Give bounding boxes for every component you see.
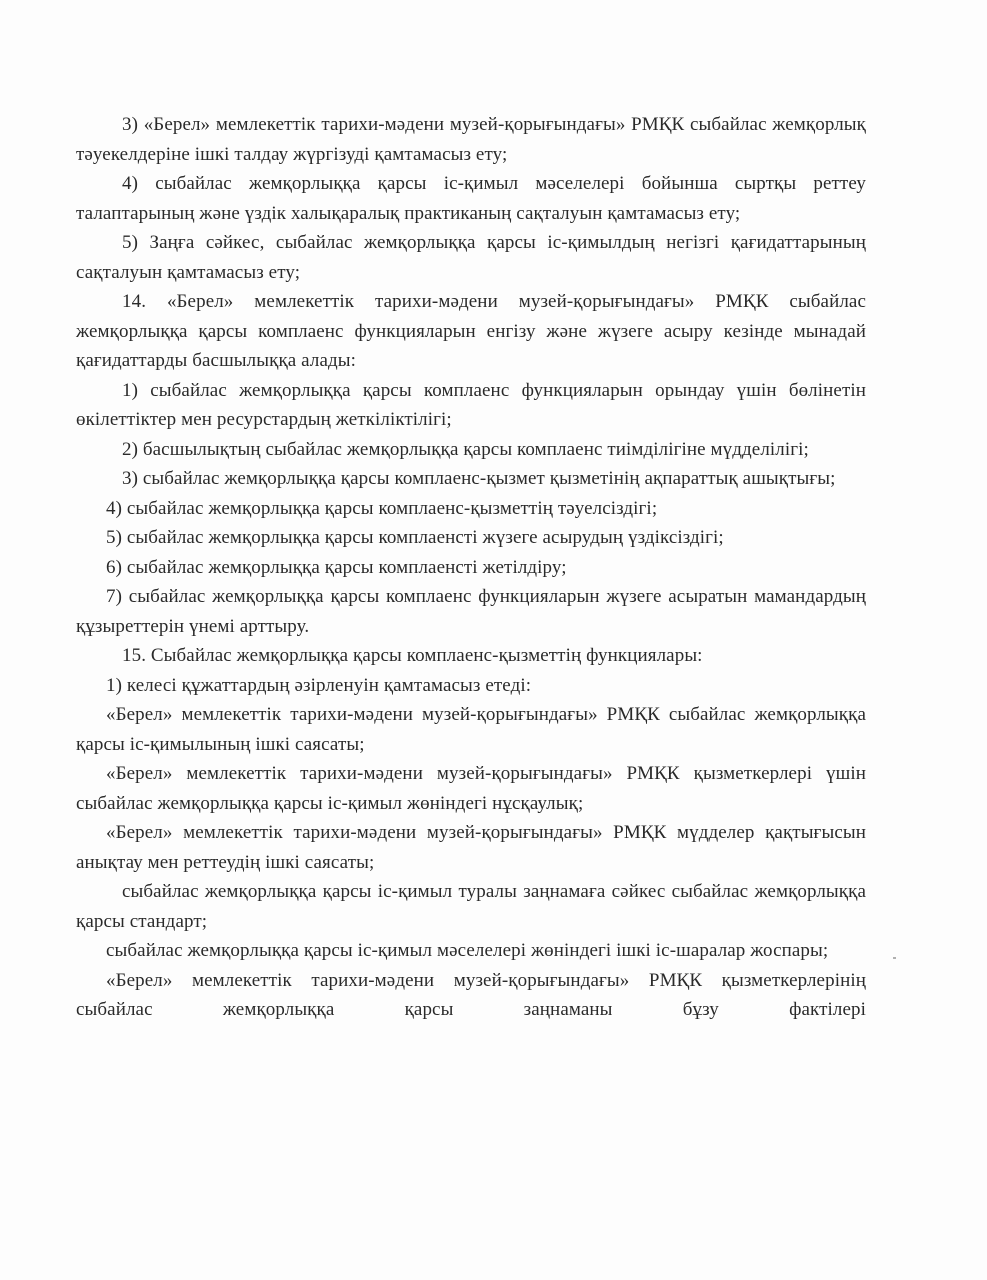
paragraph-14-item-2: 2) басшылықтың сыбайлас жемқорлыққа қарсы комплаенс тиімділігіне мүдделілігі;: [122, 438, 809, 460]
paragraph-section-14: 14. «Берел» мемлекеттік тарихи-мәдени музей-қорығындағы» РМҚК сыбайлас жемқорлыққа қарсы комплаенс функцияларын енгізу және жүзеге асыру кезінде мынадай қағидаттарды басшылыққа алады:: [76, 291, 866, 371]
paragraph-doc-action-plan: сыбайлас жемқорлыққа қарсы іс-қимыл мәселелері жөніндегі ішкі іс-шаралар жоспары;: [106, 940, 829, 961]
paragraph-14-item-1: 1) сыбайлас жемқорлыққа қарсы комплаенс функцияларын орындау үшін бөлінетін өкілеттіктер мен ресурстардың жеткіліктілігі;: [76, 379, 866, 430]
document-body: [76, 110, 866, 1025]
scan-speck: [893, 957, 896, 959]
paragraph-doc-violations: «Берел» мемлекеттік тарихи-мәдени музей-қорығындағы» РМҚК қызметкерлерінің сыбайлас жемқорлыққа қарсы заңнаманы бұзу фактілері: [76, 969, 866, 1020]
paragraph-section-15: 15. Сыбайлас жемқорлыққа қарсы комплаенс-қызметтің функциялары:: [122, 645, 703, 666]
paragraph-item-5-principles: 5) Заңға сәйкес, сыбайлас жемқорлыққа қарсы іс-қимылдың негізгі қағидаттарының сақталуын қамтамасыз ету;: [76, 232, 866, 283]
paragraph-15-item-1: 1) келесі құжаттардың әзірленуін қамтамасыз етеді:: [106, 674, 532, 696]
paragraph-14-item-5: 5) сыбайлас жемқорлыққа қарсы комплаенсті жүзеге асырудың үздіксіздігі;: [106, 527, 724, 548]
paragraph-14-item-6: 6) сыбайлас жемқорлыққа қарсы комплаенсті жетілдіру;: [106, 556, 567, 578]
paragraph-doc-instruction: «Берел» мемлекеттік тарихи-мәдени музей-қорығындағы» РМҚК қызметкерлері үшін сыбайлас жемқорлыққа қарсы іс-қимыл жөніндегі нұсқаулық;: [76, 763, 866, 814]
paragraph-doc-conflict-policy: «Берел» мемлекеттік тарихи-мәдени музей-қорығындағы» РМҚК мүдделер қақтығысын анықтау мен реттеудің ішкі саясаты;: [76, 822, 866, 873]
paragraph-item-3-risk-analysis: 3) «Берел» мемлекеттік тарихи-мәдени музей-қорығындағы» РМҚК сыбайлас жемқорлық тәуекелдеріне ішкі талдау жүргізуді қамтамасыз ету;: [76, 114, 866, 165]
paragraph-14-item-3: 3) сыбайлас жемқорлыққа қарсы комплаенс-қызмет қызметінің ақпараттық ашықтығы;: [122, 468, 836, 489]
paragraph-14-item-7: 7) сыбайлас жемқорлыққа қарсы комплаенс функцияларын жүзеге асыратын мамандардың құзыреттерін үнемі арттыру.: [76, 586, 866, 637]
paragraph-doc-standard: сыбайлас жемқорлыққа қарсы іс-қимыл туралы заңнамаға сәйкес сыбайлас жемқорлыққа қарсы стандарт;: [76, 881, 866, 932]
paragraph-doc-internal-policy: «Берел» мемлекеттік тарихи-мәдени музей-қорығындағы» РМҚК сыбайлас жемқорлыққа қарсы іс-қимылының ішкі саясаты;: [76, 704, 866, 755]
paragraph-14-item-4: 4) сыбайлас жемқорлыққа қарсы комплаенс-қызметтің тәуелсіздігі;: [106, 497, 658, 519]
paragraph-item-4-external-regulation: 4) сыбайлас жемқорлыққа қарсы іс-қимыл мәселелері бойынша сыртқы реттеу талаптарының және үздік халықаралық практиканың сақталуын қамтамасыз ету;: [76, 173, 866, 224]
